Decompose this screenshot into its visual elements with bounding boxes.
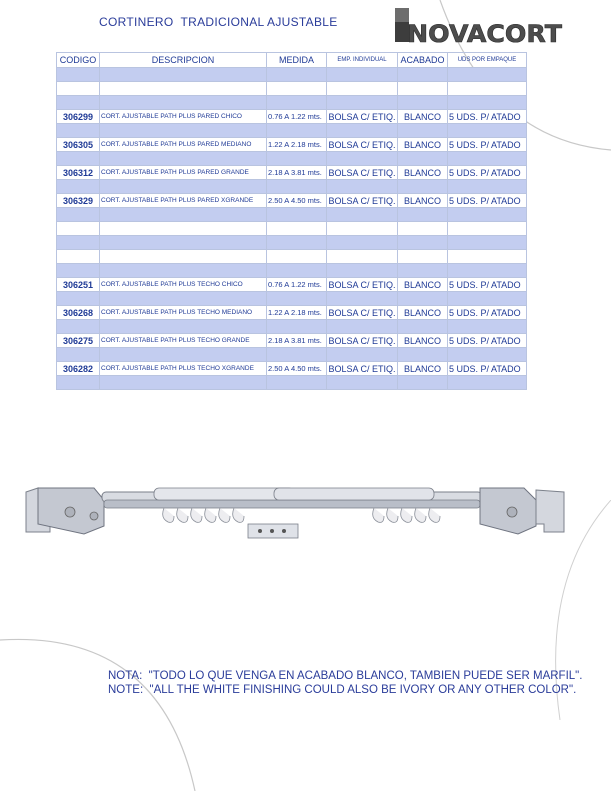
table-row [57, 166, 527, 180]
empty-cell [57, 124, 100, 138]
page-title: CORTINERO TRADICIONAL AJUSTABLE [99, 15, 338, 29]
empty-cell [100, 208, 267, 222]
cell-finish: BLANCO [398, 194, 448, 208]
cell-measure: 2.50 A 4.50 mts. [267, 194, 327, 208]
table-row [57, 334, 527, 348]
empty-cell [327, 264, 398, 278]
cell-description: CORT. AJUSTABLE PATH PLUS PARED GRANDE [100, 166, 267, 180]
cell-code: 306305 [57, 138, 100, 152]
table-row [57, 306, 527, 320]
empty-cell [398, 292, 448, 306]
table-row [57, 110, 527, 124]
cell-finish: BLANCO [398, 334, 448, 348]
logo-text: NOVACORT [407, 20, 563, 48]
cell-description: CORT. AJUSTABLE PATH PLUS PARED MEDIANO [100, 138, 267, 152]
table-blank-row [57, 250, 527, 264]
empty-cell [398, 68, 448, 82]
cell-packaging: BOLSA C/ ETIQ. [328, 363, 396, 374]
column-header-units: UDS POR EMPAQUE [448, 53, 527, 68]
table-band-row [57, 292, 527, 306]
cell-packaging: BOLSA C/ ETIQ. [328, 335, 396, 346]
cell-code: 306282 [57, 362, 100, 376]
empty-cell [57, 222, 100, 236]
empty-cell [448, 124, 527, 138]
empty-cell [398, 236, 448, 250]
cell-units: 5 UDS. P/ ATADO [448, 194, 527, 208]
cell-finish: BLANCO [398, 306, 448, 320]
empty-cell [57, 68, 100, 82]
empty-cell [398, 96, 448, 110]
empty-cell [57, 376, 100, 390]
note-english: NOTE: "ALL THE WHITE FINISHING COULD ALSO BE IVORY OR ANY OTHER COLOR". [108, 684, 577, 696]
cell-description: CORT. AJUSTABLE PATH PLUS TECHO MEDIANO [100, 306, 267, 320]
cell-finish: BLANCO [398, 278, 448, 292]
product-table [56, 52, 527, 390]
table-band-row [57, 320, 527, 334]
empty-cell [267, 292, 327, 306]
cell-finish: BLANCO [398, 138, 448, 152]
cell-measure: 0.76 A 1.22 mts. [267, 110, 327, 124]
cell-description: CORT. AJUSTABLE PATH PLUS TECHO GRANDE [100, 334, 267, 348]
empty-cell [267, 264, 327, 278]
cell-measure: 2.18 A 3.81 mts. [267, 166, 327, 180]
cell-finish: BLANCO [398, 110, 448, 124]
cell-measure: 2.18 A 3.81 mts. [267, 334, 327, 348]
empty-cell [100, 320, 267, 334]
table-row [57, 194, 527, 208]
cell-code: 306329 [57, 194, 100, 208]
empty-cell [267, 320, 327, 334]
empty-cell [327, 320, 398, 334]
empty-cell [267, 376, 327, 390]
empty-cell [448, 152, 527, 166]
table-blank-row [57, 82, 527, 96]
table-row [57, 362, 527, 376]
table-blank-row [57, 222, 527, 236]
cell-description: CORT. AJUSTABLE PATH PLUS TECHO XGRANDE [100, 362, 267, 376]
empty-cell [100, 96, 267, 110]
empty-cell [100, 82, 267, 96]
cell-code: 306312 [57, 166, 100, 180]
empty-cell [327, 292, 398, 306]
empty-cell [57, 152, 100, 166]
cell-measure: 2.50 A 4.50 mts. [267, 362, 327, 376]
table-row [57, 278, 527, 292]
empty-cell [57, 96, 100, 110]
empty-cell [100, 292, 267, 306]
empty-cell [448, 68, 527, 82]
empty-cell [327, 208, 398, 222]
cell-packaging: BOLSA C/ ETIQ. [328, 307, 396, 318]
empty-cell [57, 320, 100, 334]
empty-cell [100, 236, 267, 250]
note-spanish: NOTA: "TODO LO QUE VENGA EN ACABADO BLANCO, TAMBIEN PUEDE SER MARFIL". [108, 670, 583, 682]
empty-cell [327, 96, 398, 110]
empty-cell [398, 348, 448, 362]
empty-cell [100, 348, 267, 362]
table-row [57, 138, 527, 152]
empty-cell [57, 236, 100, 250]
cell-description: CORT. AJUSTABLE PATH PLUS PARED XGRANDE [100, 194, 267, 208]
empty-cell [327, 222, 398, 236]
cell-code: 306299 [57, 110, 100, 124]
cell-units: 5 UDS. P/ ATADO [448, 278, 527, 292]
empty-cell [267, 348, 327, 362]
empty-cell [398, 320, 448, 334]
empty-cell [100, 152, 267, 166]
empty-cell [267, 236, 327, 250]
empty-cell [100, 124, 267, 138]
cell-code: 306268 [57, 306, 100, 320]
empty-cell [448, 264, 527, 278]
empty-cell [267, 208, 327, 222]
table-band-row [57, 376, 527, 390]
empty-cell [57, 292, 100, 306]
empty-cell [398, 82, 448, 96]
empty-cell [327, 250, 398, 264]
empty-cell [57, 180, 100, 194]
table-band-row [57, 348, 527, 362]
empty-cell [267, 82, 327, 96]
cell-packaging: BOLSA C/ ETIQ. [328, 195, 396, 206]
decorative-arc-bottom-left [0, 630, 200, 791]
table-band-row [57, 68, 527, 82]
cell-measure: 0.76 A 1.22 mts. [267, 278, 327, 292]
empty-cell [100, 68, 267, 82]
table-band-row [57, 152, 527, 166]
empty-cell [100, 250, 267, 264]
empty-cell [327, 152, 398, 166]
empty-cell [267, 250, 327, 264]
empty-cell [398, 376, 448, 390]
cell-measure: 1.22 A 2.18 mts. [267, 306, 327, 320]
empty-cell [448, 376, 527, 390]
table-band-row [57, 124, 527, 138]
empty-cell [57, 82, 100, 96]
empty-cell [267, 180, 327, 194]
cell-description: CORT. AJUSTABLE PATH PLUS TECHO CHICO [100, 278, 267, 292]
curtain-rod-image [24, 478, 574, 548]
column-header-measure: MEDIDA [267, 53, 327, 68]
column-header-finish: ACABADO [398, 53, 448, 68]
cell-code: 306251 [57, 278, 100, 292]
table-band-row [57, 208, 527, 222]
empty-cell [398, 222, 448, 236]
empty-cell [448, 320, 527, 334]
column-header-code: CODIGO [57, 53, 100, 68]
cell-units: 5 UDS. P/ ATADO [448, 110, 527, 124]
empty-cell [398, 152, 448, 166]
empty-cell [327, 124, 398, 138]
cell-packaging: BOLSA C/ ETIQ. [328, 279, 396, 290]
cell-units: 5 UDS. P/ ATADO [448, 166, 527, 180]
empty-cell [398, 264, 448, 278]
column-header-description: DESCRIPCION [100, 53, 267, 68]
empty-cell [448, 82, 527, 96]
cell-packaging: BOLSA C/ ETIQ. [328, 111, 396, 122]
empty-cell [267, 96, 327, 110]
cell-code: 306275 [57, 334, 100, 348]
cell-packaging: BOLSA C/ ETIQ. [328, 167, 396, 178]
table-band-row [57, 236, 527, 250]
empty-cell [267, 152, 327, 166]
empty-cell [448, 180, 527, 194]
empty-cell [398, 180, 448, 194]
table-band-row [57, 180, 527, 194]
empty-cell [327, 348, 398, 362]
cell-units: 5 UDS. P/ ATADO [448, 138, 527, 152]
cell-units: 5 UDS. P/ ATADO [448, 362, 527, 376]
empty-cell [57, 250, 100, 264]
table-header-row [57, 53, 527, 68]
empty-cell [448, 348, 527, 362]
empty-cell [448, 208, 527, 222]
empty-cell [100, 264, 267, 278]
novacort-logo [395, 6, 565, 48]
table-band-row [57, 96, 527, 110]
empty-cell [448, 250, 527, 264]
empty-cell [327, 82, 398, 96]
cell-finish: BLANCO [398, 166, 448, 180]
cell-finish: BLANCO [398, 362, 448, 376]
empty-cell [327, 236, 398, 250]
empty-cell [327, 68, 398, 82]
empty-cell [448, 96, 527, 110]
empty-cell [448, 236, 527, 250]
table-body [57, 68, 527, 390]
empty-cell [57, 264, 100, 278]
empty-cell [448, 222, 527, 236]
cell-packaging: BOLSA C/ ETIQ. [328, 139, 396, 150]
empty-cell [57, 208, 100, 222]
cell-units: 5 UDS. P/ ATADO [448, 334, 527, 348]
empty-cell [398, 250, 448, 264]
column-header-packaging: EMP. INDIVIDUAL [327, 53, 398, 68]
empty-cell [100, 376, 267, 390]
cell-description: CORT. AJUSTABLE PATH PLUS PARED CHICO [100, 110, 267, 124]
empty-cell [267, 222, 327, 236]
empty-cell [267, 68, 327, 82]
cell-units: 5 UDS. P/ ATADO [448, 306, 527, 320]
empty-cell [267, 124, 327, 138]
cell-measure: 1.22 A 2.18 mts. [267, 138, 327, 152]
empty-cell [57, 348, 100, 362]
empty-cell [100, 222, 267, 236]
empty-cell [398, 208, 448, 222]
empty-cell [327, 180, 398, 194]
empty-cell [448, 292, 527, 306]
table-band-row [57, 264, 527, 278]
empty-cell [100, 180, 267, 194]
empty-cell [398, 124, 448, 138]
empty-cell [327, 376, 398, 390]
